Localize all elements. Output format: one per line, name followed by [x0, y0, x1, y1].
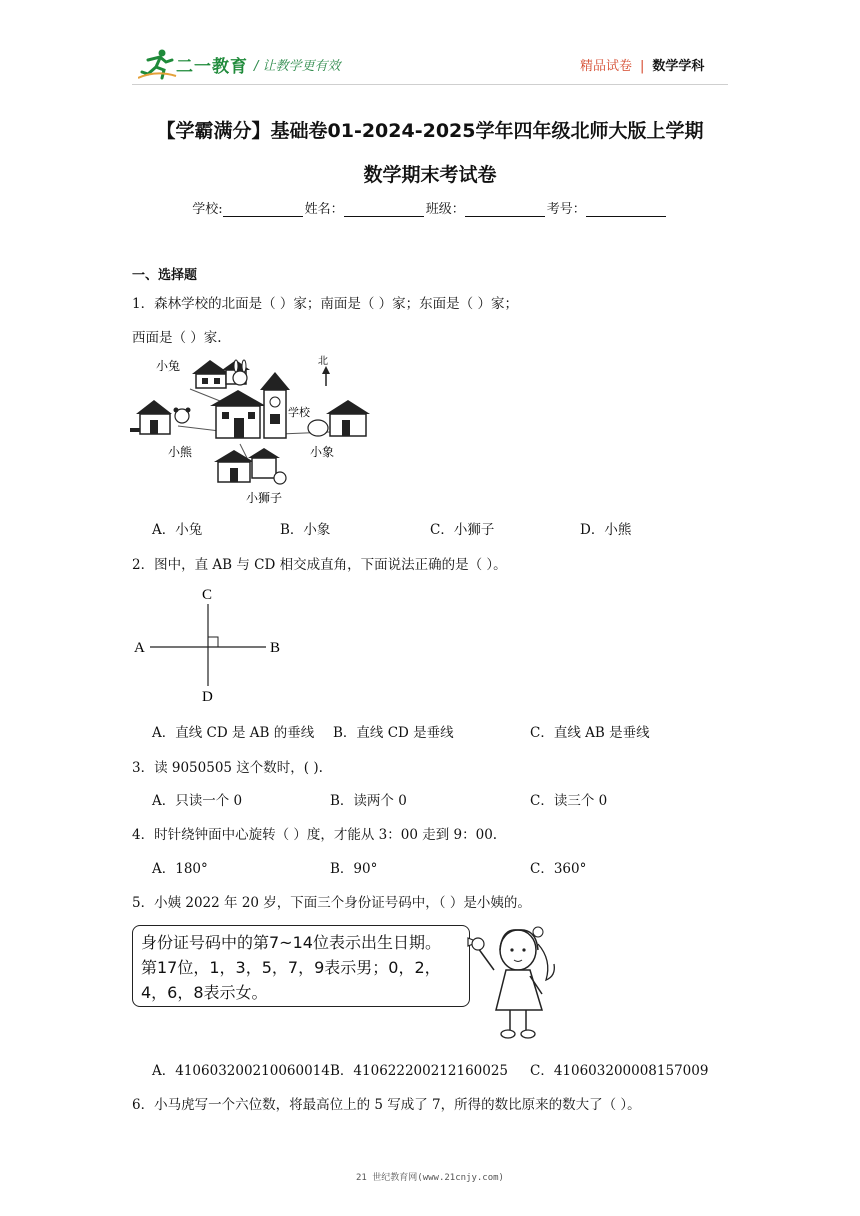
bubble-line-1: 身份证号码中的第7~14位表示出生日期。	[141, 933, 441, 952]
girl-illustration-icon	[466, 920, 566, 1046]
bear-label: 小熊	[168, 445, 193, 459]
q3-text: 3．读 9050505 这个数时，( ).	[132, 760, 323, 776]
q3-option-a[interactable]: A．只读一个 0	[152, 793, 243, 809]
header-subject	[580, 55, 704, 74]
bubble-line-2: 第17位，1，3，5，7，9表示男；0，2，	[141, 958, 441, 977]
q3-option-b[interactable]: B．读两个 0	[330, 793, 407, 809]
bear-house-icon	[130, 400, 191, 434]
name-label: 姓名：	[304, 202, 344, 217]
exam-no-label: 考号：	[546, 202, 586, 217]
point-c-label: C	[202, 587, 213, 603]
q1-text-line2: 西面是（ ）家.	[132, 330, 222, 346]
q1-option-d[interactable]: D．小熊	[580, 522, 632, 538]
q1-option-c[interactable]: C．小狮子	[430, 522, 495, 538]
school-label: 学校	[288, 406, 310, 419]
exam-no-blank[interactable]	[586, 202, 666, 217]
q5-bubble-text	[141, 930, 441, 1005]
header-label-subject: 数学学科	[652, 59, 705, 74]
page-title-line2: 数学期末考试卷	[363, 164, 497, 186]
q1-option-b[interactable]: B．小象	[280, 522, 331, 538]
q2-option-c[interactable]: C．直线 AB 是垂线	[530, 725, 650, 741]
q5-option-b[interactable]: B．410622200212160025	[330, 1063, 509, 1079]
north-label: 北	[318, 356, 328, 367]
point-a-label: A	[134, 640, 145, 656]
logo-runner-icon	[138, 48, 178, 80]
section-heading: 一、选择题	[132, 268, 198, 283]
elephant-label: 小象	[310, 445, 335, 459]
lion-label: 小狮子	[246, 491, 283, 505]
q2-option-b[interactable]: B．直线 CD 是垂线	[333, 725, 454, 741]
name-blank[interactable]	[344, 202, 424, 217]
q4-option-a[interactable]: A．180°	[152, 861, 208, 877]
q5-text: 5．小姨 2022 年 20 岁，下面三个身份证号码中，（ ）是小姨的。	[132, 895, 531, 911]
class-label: 班级：	[425, 202, 465, 217]
slogan: / 让教学更有效	[254, 59, 341, 74]
school-blank[interactable]	[223, 202, 303, 217]
q2-option-a[interactable]: A．直线 CD 是 AB 的垂线	[152, 725, 315, 741]
page-title-line1: 【学霸满分】基础卷01-2024-2025学年四年级北师大版上学期	[156, 120, 704, 142]
page-footer: 21 世纪教育网(www.21cnjy.com)	[356, 1173, 504, 1183]
header-label-premium: 精品试卷	[580, 59, 633, 74]
class-blank[interactable]	[465, 202, 545, 217]
q1-option-a[interactable]: A．小兔	[152, 522, 203, 538]
q4-option-c[interactable]: C．360°	[530, 861, 587, 877]
bubble-line-3: 4，6，8表示女。	[141, 983, 268, 1002]
q3-option-c[interactable]: C．读三个 0	[530, 793, 608, 809]
student-info-row	[0, 198, 860, 217]
q4-option-b[interactable]: B．90°	[330, 861, 378, 877]
q1-map-figure	[130, 354, 380, 506]
elephant-house-icon	[308, 400, 370, 436]
q2-perpendicular-figure	[128, 582, 298, 708]
q1-text-line1: 1．森林学校的北面是（ ）家；南面是（ ）家；东面是（ ）家；	[132, 296, 518, 312]
point-b-label: B	[270, 640, 281, 656]
q4-text: 4．时针绕钟面中心旋转（ ）度，才能从 3：00 走到 9：00.	[132, 827, 498, 843]
lion-house-icon	[214, 448, 286, 484]
q2-text: 2．图中，直 AB 与 CD 相交成直角，下面说法正确的是（ ）。	[132, 557, 507, 573]
school-label: 学校:	[192, 202, 223, 217]
q5-option-c[interactable]: C．410603200008157009	[530, 1063, 709, 1079]
rabbit-label: 小兔	[156, 359, 181, 373]
header-separator: |	[640, 59, 645, 74]
logo-text: 二一教育	[176, 57, 248, 77]
header-divider	[132, 84, 728, 85]
q6-text: 6．小马虎写一个六位数，将最高位上的 5 写成了 7，所得的数比原来的数大了（ ）。	[132, 1097, 641, 1113]
q5-option-a[interactable]: A．410603200210060014	[152, 1063, 330, 1079]
point-d-label: D	[202, 689, 213, 705]
